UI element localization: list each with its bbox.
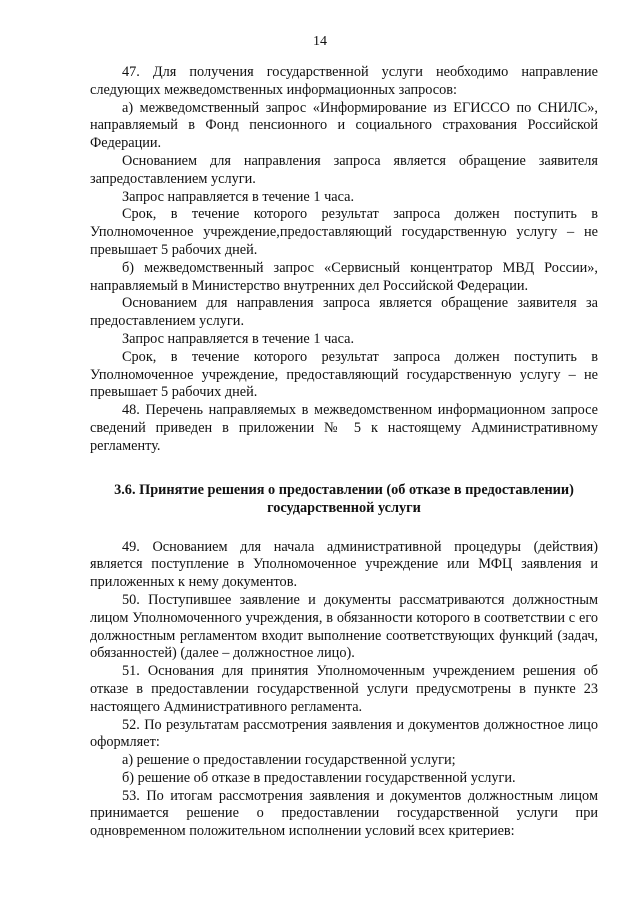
section-heading-line-1: 3.6. Принятие решения о предоставлении (об отказе в предоставлении): [114, 481, 574, 498]
paragraph-52a: а) решение о предоставлении государственной услуги;: [122, 752, 456, 769]
paragraph-47b: б) межведомственный запрос «Сервисный концентратор МВД России», направляемый в Министерство внутренних дел Российской Федерации.: [90, 259, 598, 294]
paragraph-48: 48. Перечень направляемых в межведомственном информационном запросе сведений приведен в приложении № 5 к настоящему Административному регламенту.: [90, 402, 598, 454]
paragraph-52b: б) решение об отказе в предоставлении государственной услуги.: [122, 769, 516, 786]
paragraph-47a-deadline: Срок, в течение которого результат запроса должен поступить в Уполномоченное учреждение,предоставляющий государственную услугу – не превышает 5 рабочих дней.: [90, 206, 598, 258]
page-number: 14: [313, 34, 327, 49]
paragraph-53: 53. По итогам рассмотрения заявления и документов должностным лицом принимается решение о предоставлении государственной услуги при одновременном положительном исполнении условий всех критериев:: [90, 787, 598, 840]
paragraph-47b-time: Запрос направляется в течение 1 часа.: [122, 330, 355, 347]
paragraph-47a: а) межведомственный запрос «Информирование из ЕГИССО по СНИЛС», направляемый в Фонд пенсионного и социального страхования Российской Федерации.: [90, 99, 598, 152]
paragraph-47b-deadline: Срок, в течение которого результат запроса должен поступить в Уполномоченное учреждение, предоставляющий государственную услугу – не превышает 5 рабочих дней.: [90, 348, 598, 401]
paragraph-47b-basis: Основанием для направления запроса является обращение заявителя за предоставлением услуги.: [90, 295, 598, 330]
paragraph-51: 51. Основания для принятия Уполномоченным учреждением решения об отказе в предоставлении государственной услуги предусмотрены в пункте 23 настоящего Административного регламента.: [90, 663, 598, 715]
paragraph-47: 47. Для получения государственной услуги необходимо направление следующих межведомственных информационных запросов:: [90, 64, 598, 98]
paragraph-52: 52. По результатам рассмотрения заявления и документов должностное лицо оформляет:: [90, 716, 598, 751]
document-body: [90, 64, 598, 841]
paragraph-47a-time: Запрос направляется в течение 1 часа.: [122, 188, 355, 205]
section-heading: [90, 481, 598, 517]
paragraph-50: 50. Поступившее заявление и документы рассматриваются должностным лицом Уполномоченного учреждения, в обязанности которого в соответствии с его должностным регламентом входит выполнение соответствующих функций (задач, обязанностей) (далее – должностное лицо).: [90, 591, 598, 662]
paragraph-49: 49. Основанием для начала административной процедуры (действия) является поступление в Уполномоченное учреждение или МФЦ заявления и приложенных к нему документов.: [90, 538, 598, 591]
paragraph-47a-basis: Основанием для направления запроса является обращение заявителя запредоставлением услуги.: [90, 152, 598, 187]
section-heading-line-2: государственной услуги: [267, 499, 421, 516]
